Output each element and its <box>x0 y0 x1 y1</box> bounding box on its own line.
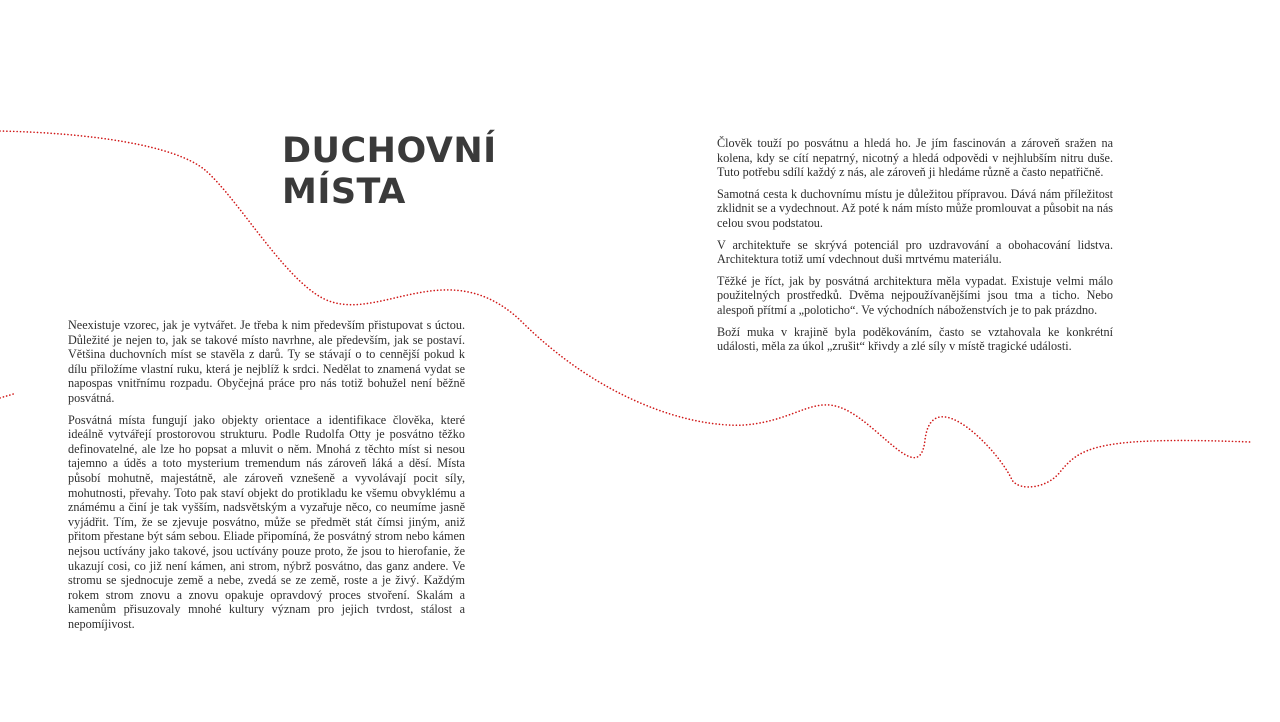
right-paragraph-5: Boží muka v krajině byla poděkováním, často se vztahovala ke konkrétní události, měla za úkol „zrušit“ křivdy a zlé síly v místě tragické události. <box>717 324 1113 354</box>
left-text-column <box>68 318 465 638</box>
wave-line-stub <box>0 393 16 398</box>
left-paragraph-1: Neexistuje vzorec, jak je vytvářet. Je třeba k nim především přistupovat s úctou. Důležité je nejen to, jak se takové místo navrhne, ale především, jak se postaví. Většina duchovních míst se stavěla z darů. Ty se stávají o to cennější pokud k dílu přiložíme vlastní ruku, která je nejblíž k srdci. Nedělat to znamená vydat se napospas vnitřnímu rozpadu. Obyčejná práce pro nás totiž bohužel není běžně posvátná. <box>68 318 465 405</box>
right-paragraph-1: Člověk touží po posvátnu a hledá ho. Je jím fascinován a zároveň sražen na kolena, kdy se cítí nepatrný, nicotný a hledá odpovědi v nejhlubším nitru duše. Tuto potřebu sdílí každý z nás, ale zároveň ji hledáme různě a často nepatřičně. <box>717 136 1113 180</box>
right-text-column <box>717 136 1113 361</box>
right-paragraph-3: V architektuře se skrývá potenciál pro uzdravování a obohacování lidstva. Architektura totiž umí vdechnout duši mrtvému materiálu. <box>717 237 1113 267</box>
left-paragraph-2: Posvátná místa fungují jako objekty orientace a identifikace člověka, které ideálně vytvářejí prostorovou strukturu. Podle Rudolfa Otty je posvátno těžko definovatelné, ale lze ho popsat a mluvit o něm. Mnohá z těchto míst si nesou tajemno a úděs a toto mysterium tremendum nás zároveň láká a děsí. Místa působí mohutně, majestátně, ale zároveň vznešeně a vyvolávají pocit síly, mohutnosti, převahy. Toto pak staví objekt do protikladu ke všemu obvyklému a známému a činí je tak vyšším, nadsvětským a vyzařuje něco, co neumíme jasně vyjádřit. Tím, že se zjevuje posvátno, může se předmět stát čímsi jiným, aniž přitom přestane být sám sebou. Eliade připomíná, že posvátný strom nebo kámen nejsou uctívány jako takové, jsou uctívány pouze proto, že jsou to hierofanie, že ukazují cosi, co již není kámen, ani strom, nýbrž posvátno, das ganz andere. Ve stromu se sjednocuje země a nebe, zvedá se ze země, roste a je živý. Každým rokem strom znovu a znovu opakuje opravdový proces stvoření. Skalám a kamenům přisuzovaly mnohé kultury význam pro jejich tvrdost, stálost a nepomíjivost. <box>68 412 465 631</box>
page-title <box>282 131 497 213</box>
right-paragraph-2: Samotná cesta k duchovnímu místu je důležitou přípravou. Dává nám příležitost zklidnit se a vydechnout. Až poté k nám místo může promlouvat a působit na nás celou svou podstatou. <box>717 186 1113 230</box>
right-paragraph-4: Těžké je říct, jak by posvátná architektura měla vypadat. Existuje velmi málo použitelných prostředků. Dvěma nejpoužívanějšími jsou tma a ticho. Nebo alespoň přítmí a „poloticho“. Ve východních náboženstvích je to pak prázdno. <box>717 273 1113 317</box>
title-line-2: MÍSTA <box>282 172 406 212</box>
title-line-1: DUCHOVNÍ <box>282 131 497 171</box>
